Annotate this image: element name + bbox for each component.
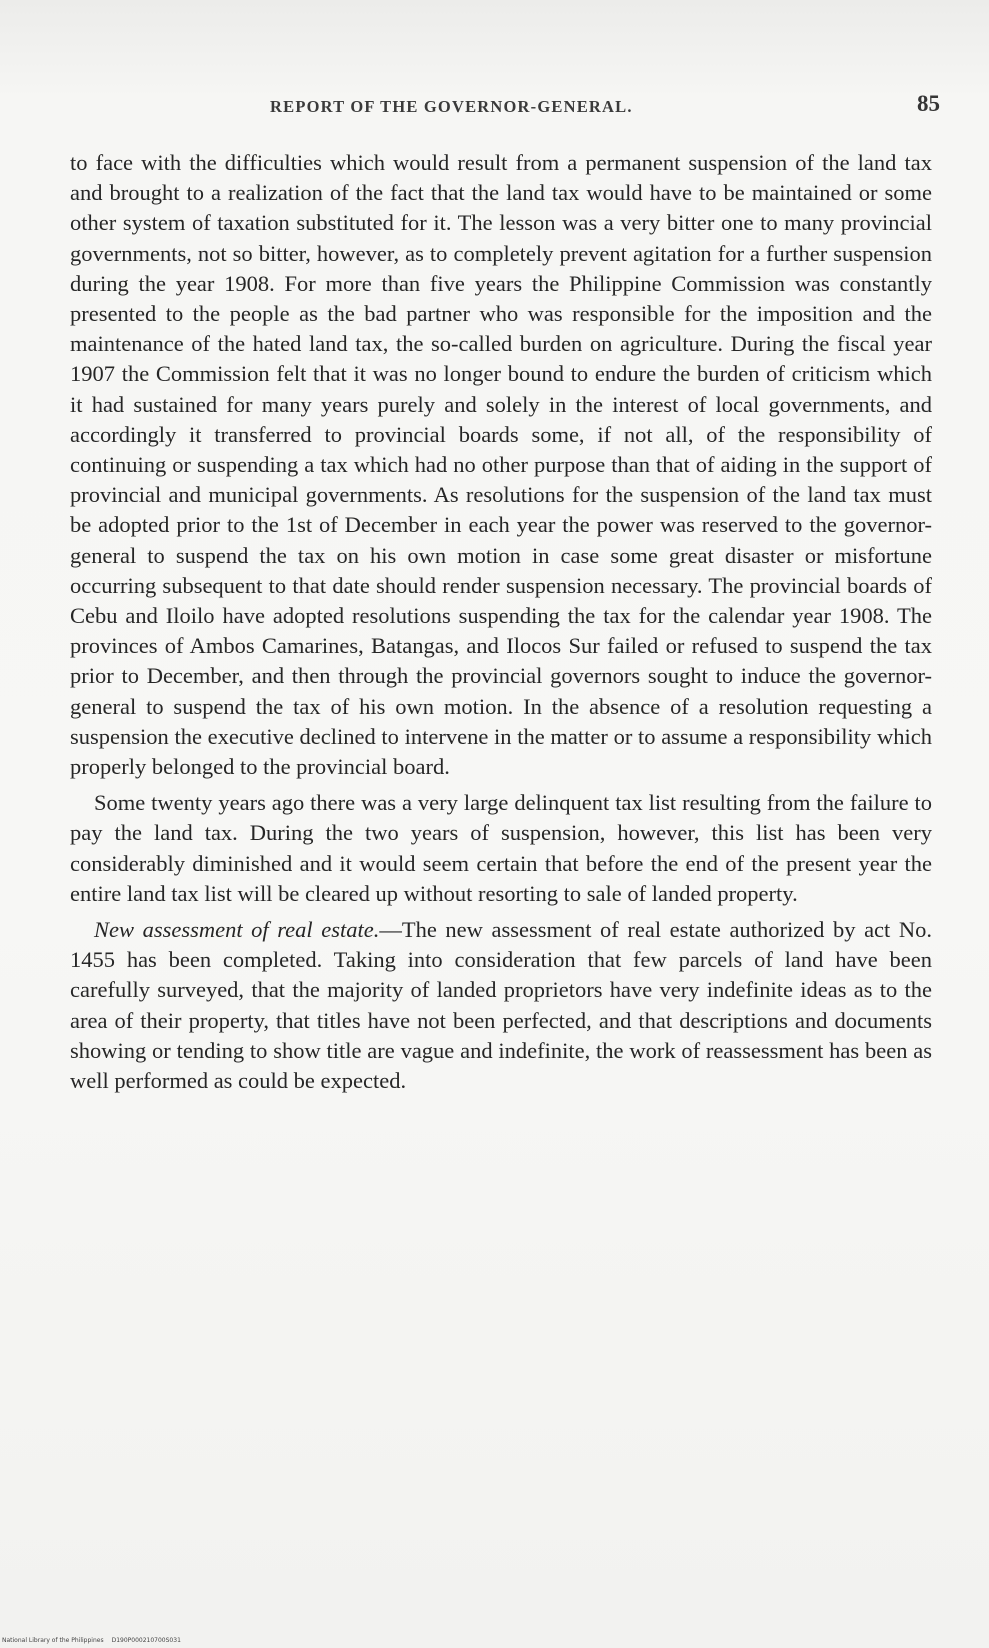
scan-source: National Library of the Philippines bbox=[2, 1637, 104, 1644]
paragraph-delinquent-tax-list: Some twenty years ago there was a very large delinquent tax list resulting from the failure to pay the land tax. During the two years of suspension, however, this list has been very considerably diminished and it would seem certain that before the end of the present year the entire land tax list will be cleared up without resorting to sale of landed property. bbox=[70, 790, 932, 906]
section-lead-heading: New assessment of real estate. bbox=[94, 917, 380, 943]
scan-identifier: D190P000210700S031 bbox=[111, 1637, 181, 1644]
running-header bbox=[70, 91, 940, 127]
scan-footer bbox=[2, 1637, 181, 1644]
paragraph-new-assessment-text: —The new assessment of real estate authorized by act No. 1455 has been completed. Taking into consideration that few parcels of land have been carefully surveyed, that the majority of landed proprietors have very indefinite ideas as to the area of their property, that titles have not been perfected, and that descriptions and documents showing or tending to show title are vague and indefinite, the work of reassessment has been as well performed as could be expected. bbox=[70, 917, 933, 1094]
page-number: 85 bbox=[917, 91, 940, 116]
header-title: REPORT OF THE GOVERNOR-GENERAL. bbox=[270, 97, 633, 116]
body-text bbox=[70, 148, 932, 1096]
paragraph-new-assessment bbox=[70, 915, 932, 1096]
paragraph-land-tax-suspension: to face with the difficulties which would result from a permanent suspension of the land tax and brought to a realization of the fact that the land tax would have to be maintained or some other system of taxation substituted for it. The lesson was a very bitter one to many provincial governments, not so bitter, however, as to completely prevent agitation for a further suspension during the year 1908. For more than five years the Philippine Commission was constantly presented to the people as the bad partner who was responsible for the imposition and the maintenance of the hated land tax, the so-called burden on agriculture. During the fiscal year 1907 the Commission felt that it was no longer bound to endure the burden of criticism which it had sustained for many years purely and solely in the interest of local governments, and accordingly it transferred to provincial boards some, if not all, of the responsibility of continuing or suspending a tax which had no other purpose than that of aiding in the support of provincial and municipal governments. As resolutions for the suspension of the land tax must be adopted prior to the 1st of December in each year the power was reserved to the governor-general to suspend the tax on his own motion in case some great disaster or misfortune occurring subsequent to that date should render suspension necessary. The provincial boards of Cebu and Iloilo have adopted resolutions suspending the tax for the calendar year 1908. The provinces of Ambos Camarines, Batangas, and Ilocos Sur failed or refused to suspend the tax prior to December, and then through the provincial governors sought to induce the governor-general to suspend the tax of his own motion. In the absence of a resolution requesting a suspension the executive declined to intervene in the matter or to assume a responsibility which properly belonged to the provincial board. bbox=[70, 150, 932, 780]
